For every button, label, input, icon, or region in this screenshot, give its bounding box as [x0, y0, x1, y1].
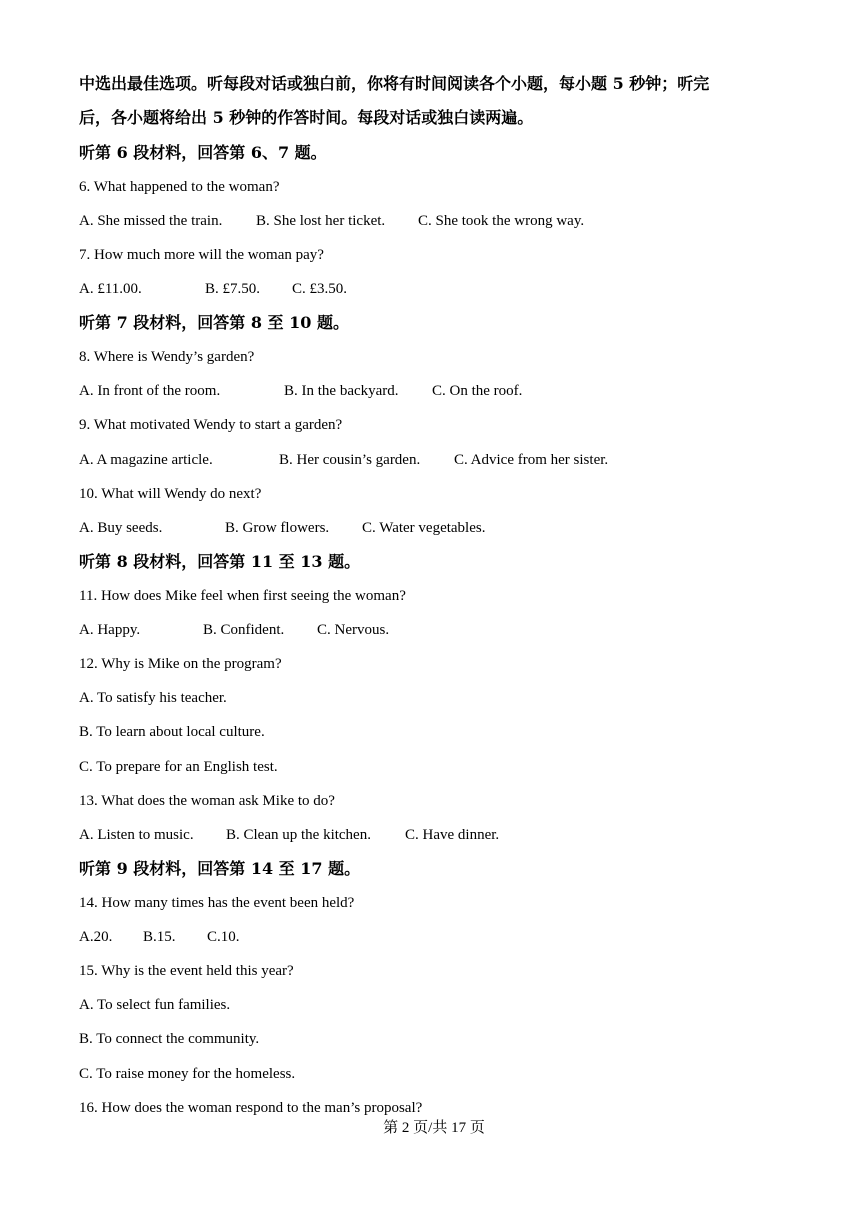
option-a: A. A magazine article.	[79, 452, 213, 468]
question-16: 16. How does the woman respond to the man’s proposal?	[79, 1100, 423, 1116]
option-c: C. She took the wrong way.	[418, 213, 585, 229]
option-b: B. In the backyard.	[284, 383, 399, 399]
option-b: B. Grow flowers.	[225, 520, 330, 536]
instruction-line-1: 中选出最佳选项。听每段对话或独白前，你将有时间阅读各个小题，每小题 5 秒钟；听完	[79, 74, 710, 93]
question-10: 10. What will Wendy do next?	[79, 486, 262, 502]
option-c: C. £3.50.	[292, 281, 348, 297]
option-a: A.20.	[79, 929, 113, 945]
option-b: B. Clean up the kitchen.	[226, 827, 371, 843]
option-b: B. Her cousin’s garden.	[279, 452, 421, 468]
option-c: C.10.	[207, 929, 240, 945]
question-9: 9. What motivated Wendy to start a garden?	[79, 417, 343, 433]
question-15-option-a: A. To select fun families.	[79, 997, 231, 1013]
section-heading-7: 听第 7 段材料，回答第 8 至 10 题。	[79, 313, 349, 332]
option-c: C. Have dinner.	[405, 827, 500, 843]
question-12: 12. Why is Mike on the program?	[79, 656, 282, 672]
option-c: C. Water vegetables.	[362, 520, 486, 536]
question-12-option-c: C. To prepare for an English test.	[79, 759, 278, 775]
option-c: C. Advice from her sister.	[454, 452, 609, 468]
question-11: 11. How does Mike feel when first seeing the woman?	[79, 588, 406, 604]
question-11-options	[79, 620, 389, 640]
question-6-options	[79, 211, 584, 231]
option-a: A. She missed the train.	[79, 213, 223, 229]
section-heading-9: 听第 9 段材料，回答第 14 至 17 题。	[79, 859, 361, 878]
question-10-options	[79, 518, 485, 538]
option-b: B. Confident.	[203, 622, 285, 638]
option-c: C. On the roof.	[432, 383, 523, 399]
question-15: 15. Why is the event held this year?	[79, 963, 294, 979]
question-15-option-b: B. To connect the community.	[79, 1031, 260, 1047]
instruction-line-2: 后，各小题将给出 5 秒钟的作答时间。每段对话或独白读两遍。	[79, 108, 534, 127]
option-a: A. £11.00.	[79, 281, 142, 297]
option-c: C. Nervous.	[317, 622, 390, 638]
question-12-option-a: A. To satisfy his teacher.	[79, 690, 227, 706]
question-7-options	[79, 279, 347, 299]
option-a: A. Listen to music.	[79, 827, 194, 843]
section-heading-8: 听第 8 段材料，回答第 11 至 13 题。	[79, 552, 361, 571]
question-13: 13. What does the woman ask Mike to do?	[79, 793, 335, 809]
page-number: 第 2 页/共 17 页	[383, 1120, 485, 1136]
question-7: 7. How much more will the woman pay?	[79, 247, 324, 263]
question-14: 14. How many times has the event been held?	[79, 895, 355, 911]
section-heading-6: 听第 6 段材料，回答第 6、7 题。	[79, 143, 327, 162]
option-b: B. £7.50.	[205, 281, 261, 297]
question-13-options	[79, 825, 499, 845]
question-14-options	[79, 927, 240, 947]
option-a: A. In front of the room.	[79, 383, 221, 399]
option-b: B. She lost her ticket.	[256, 213, 386, 229]
option-a: A. Buy seeds.	[79, 520, 163, 536]
question-15-option-c: C. To raise money for the homeless.	[79, 1066, 296, 1082]
question-8: 8. Where is Wendy’s garden?	[79, 349, 255, 365]
question-8-options	[79, 381, 522, 401]
question-9-options	[79, 450, 608, 470]
question-6: 6. What happened to the woman?	[79, 179, 280, 195]
option-b: B.15.	[143, 929, 176, 945]
option-a: A. Happy.	[79, 622, 141, 638]
question-12-option-b: B. To learn about local culture.	[79, 724, 265, 740]
